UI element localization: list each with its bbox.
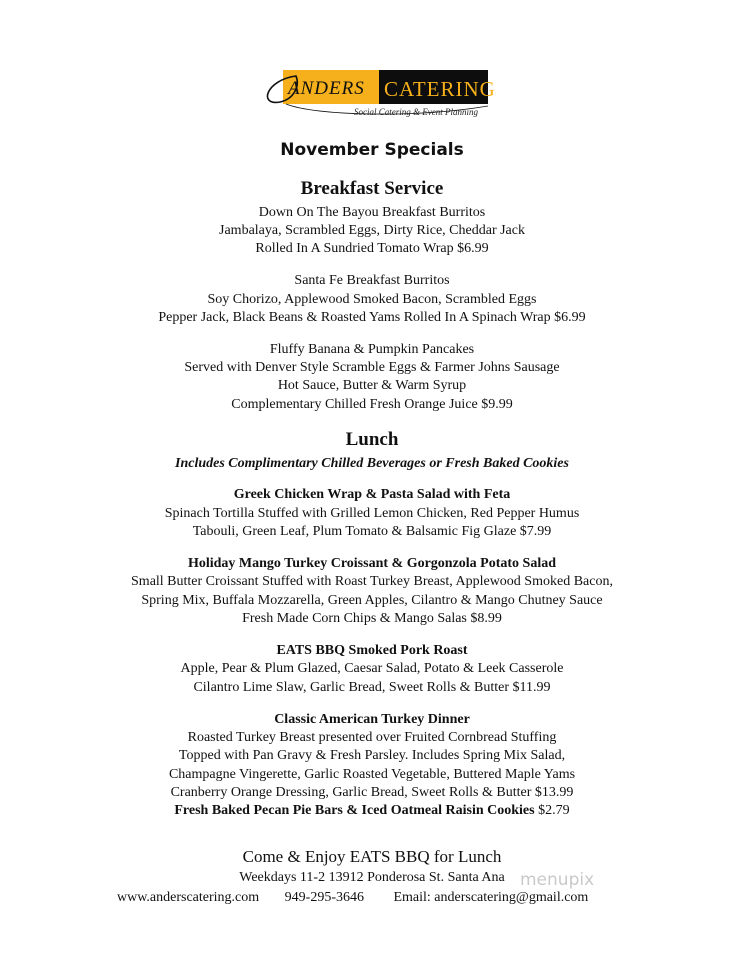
footer-phone: 949-295-3646 (284, 890, 364, 905)
lunch-item-name: EATS BBQ Smoked Pork Roast (276, 643, 468, 658)
company-logo (256, 66, 496, 122)
lunch-item-line: Cilantro Lime Slaw, Garlic Bread, Sweet Rolls & Butter $11.99 (193, 680, 551, 695)
footer-contact (117, 890, 588, 906)
footer-promo: Come & Enjoy EATS BBQ for Lunch (242, 847, 502, 866)
lunch-item-line: Apple, Pear & Plum Glazed, Caesar Salad, Potato & Leek Casserole (180, 661, 564, 676)
breakfast-item-line: Hot Sauce, Butter & Warm Syrup (277, 378, 467, 393)
logo-brand-left: ANDERS (288, 78, 365, 99)
lunch-item-line: Topped with Pan Gravy & Fresh Parsley. Includes Spring Mix Salad, (178, 748, 566, 763)
footer-website-link[interactable]: www.anderscatering.com (117, 890, 260, 905)
logo-brand-right: CATERING (384, 77, 496, 101)
lunch-item-name: Holiday Mango Turkey Croissant & Gorgonzola Potato Salad (187, 556, 557, 571)
watermark: menupix (520, 870, 595, 890)
lunch-item-name: Greek Chicken Wrap & Pasta Salad with Feta (233, 487, 511, 502)
breakfast-item-line: Rolled In A Sundried Tomato Wrap $6.99 (255, 241, 489, 256)
breakfast-item-name: Santa Fe Breakfast Burritos (294, 273, 450, 288)
lunch-extra-price: $2.79 (538, 803, 570, 818)
breakfast-item-line: Pepper Jack, Black Beans & Roasted Yams Rolled In A Spinach Wrap $6.99 (158, 310, 586, 325)
breakfast-item-name: Fluffy Banana & Pumpkin Pancakes (269, 342, 475, 357)
breakfast-item-line: Soy Chorizo, Applewood Smoked Bacon, Scrambled Eggs (207, 292, 537, 307)
breakfast-item-line: Jambalaya, Scrambled Eggs, Dirty Rice, Cheddar Jack (219, 223, 525, 238)
page-title: November Specials (280, 140, 464, 160)
breakfast-item-line: Served with Denver Style Scramble Eggs & Farmer Johns Sausage (184, 360, 560, 375)
footer-email[interactable]: Email: anderscatering@gmail.com (393, 890, 589, 905)
lunch-item-line: Champagne Vingerette, Garlic Roasted Vegetable, Buttered Maple Yams (168, 767, 576, 782)
footer-hours-address: Weekdays 11-2 13912 Ponderosa St. Santa Ana (239, 870, 505, 885)
lunch-item-line: Cranberry Orange Dressing, Garlic Bread, Sweet Rolls & Butter $13.99 (170, 785, 574, 800)
lunch-item-line: Roasted Turkey Breast presented over Fruited Cornbread Stuffing (187, 730, 557, 745)
breakfast-item-name: Down On The Bayou Breakfast Burritos (258, 205, 486, 220)
lunch-extra-name: Fresh Baked Pecan Pie Bars & Iced Oatmeal Raisin Cookies (174, 803, 535, 818)
lunch-item-name: Classic American Turkey Dinner (274, 712, 470, 727)
lunch-extra (0, 803, 744, 819)
breakfast-heading: Breakfast Service (300, 178, 444, 199)
lunch-item-line: Fresh Made Corn Chips & Mango Salas $8.99 (242, 611, 502, 626)
breakfast-item-line: Complementary Chilled Fresh Orange Juice $9.99 (231, 397, 513, 412)
lunch-item-line: Spinach Tortilla Stuffed with Grilled Lemon Chicken, Red Pepper Humus (164, 506, 580, 521)
lunch-item-line: Small Butter Croissant Stuffed with Roast Turkey Breast, Applewood Smoked Bacon, (131, 574, 613, 589)
lunch-item-line: Tabouli, Green Leaf, Plum Tomato & Balsamic Fig Glaze $7.99 (192, 524, 552, 539)
logo-tagline: Social Catering & Event Planning (354, 107, 478, 117)
lunch-subheading: Includes Complimentary Chilled Beverages or Fresh Baked Cookies (175, 456, 569, 471)
lunch-heading: Lunch (345, 429, 399, 450)
lunch-item-line: Spring Mix, Buffala Mozzarella, Green Apples, Cilantro & Mango Chutney Sauce (141, 593, 603, 608)
